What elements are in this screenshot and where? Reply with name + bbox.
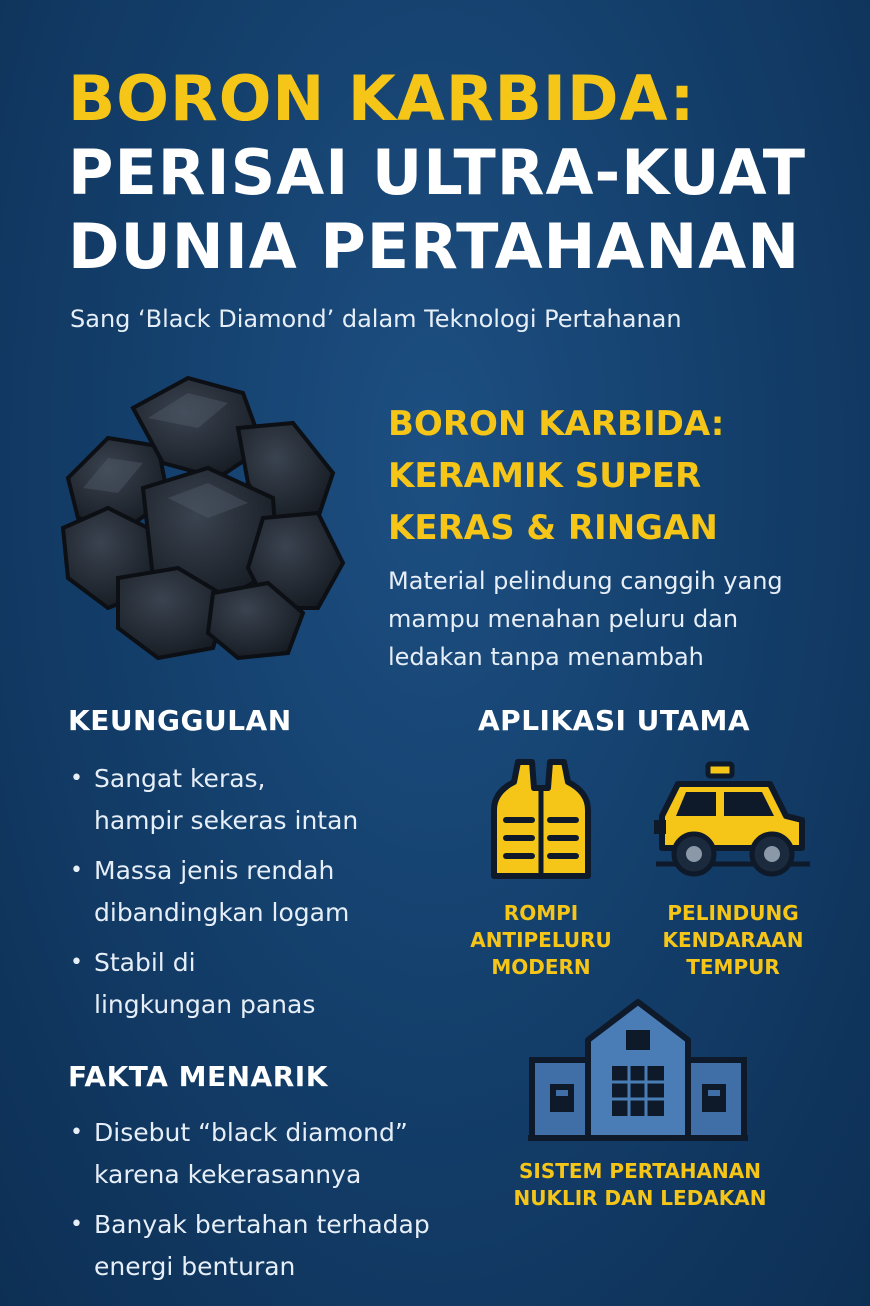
boron-carbide-rock-icon: [48, 368, 348, 660]
main-title-line1: BORON KARBIDA:: [68, 62, 696, 135]
advantages-list: [68, 758, 438, 1034]
list-item: • Banyak bertahan terhadap energi benturan: [68, 1204, 478, 1288]
bullet-icon: •: [70, 858, 83, 883]
list-item: • Disebut “black diamond” karena kekerasannya: [68, 1112, 478, 1196]
intro-title-line1: BORON KARBIDA:: [388, 404, 725, 444]
intro-desc-line2: mampu menahan peluru dan: [388, 605, 739, 633]
bullet-icon: •: [70, 1120, 83, 1145]
facts-list: [68, 1112, 478, 1296]
armored-vehicle-icon: [652, 760, 812, 885]
bullet-icon: •: [70, 1212, 83, 1237]
intro-description: [388, 562, 828, 676]
applications-heading: APLIKASI UTAMA: [478, 704, 751, 737]
app-label-building: SISTEM PERTAHANAN NUKLIR DAN LEDAKAN: [513, 1159, 767, 1210]
building-icon: [528, 996, 748, 1142]
app-label-vehicle: PELINDUNG KENDARAAN TEMPUR: [662, 901, 804, 979]
app-label-vest: ROMPI ANTIPELURU MODERN: [470, 901, 612, 979]
bullet-icon: •: [70, 950, 83, 975]
list-item: • Sangat keras, hampir sekeras intan: [68, 758, 438, 842]
intro-title-line2: KERAMIK SUPER: [388, 456, 702, 496]
main-title: [68, 62, 848, 284]
intro-title-line3: KERAS & RINGAN: [388, 508, 718, 548]
facts-heading: FAKTA MENARIK: [68, 1060, 328, 1093]
advantages-heading: KEUNGGULAN: [68, 704, 292, 737]
list-item: • Massa jenis rendah dibandingkan logam: [68, 850, 438, 934]
intro-desc-line1: Material pelindung canggih yang: [388, 567, 783, 595]
list-item: • Stabil di lingkungan panas: [68, 942, 438, 1026]
main-title-line3: DUNIA PERTAHANAN: [68, 210, 801, 283]
intro-title: [388, 398, 848, 554]
bullet-icon: •: [70, 766, 83, 791]
intro-desc-line3: ledakan tanpa menambah: [388, 643, 704, 671]
vest-icon: [476, 758, 606, 888]
subtitle: Sang ‘Black Diamond’ dalam Teknologi Pertahanan: [70, 305, 682, 333]
main-title-line2: PERISAI ULTRA-KUAT: [68, 136, 807, 209]
